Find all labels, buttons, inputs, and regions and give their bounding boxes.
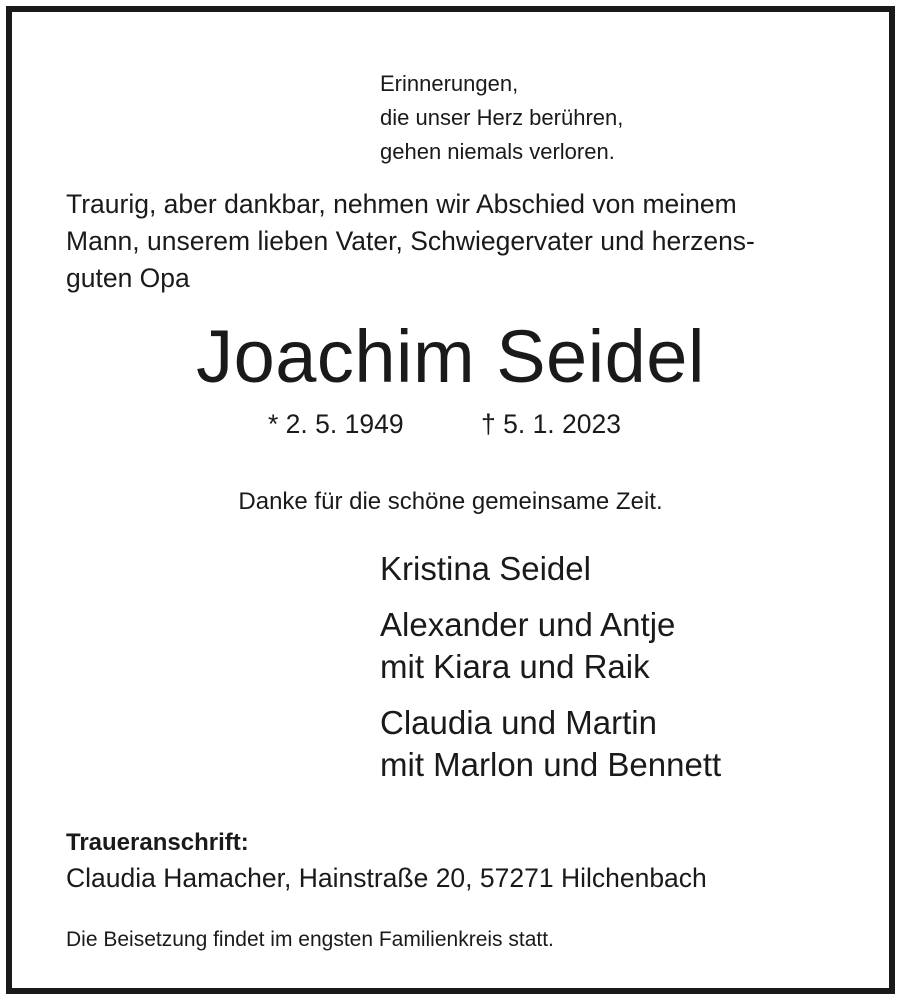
death-date: † 5. 1. 2023 [481,409,621,439]
intro-line: Traurig, aber dankbar, nehmen wir Abschied von meinem [66,189,737,219]
address-label: Traueranschrift: [66,829,249,856]
poem-line: gehen niemals verloren. [380,139,615,164]
family-line: Claudia und Martin [380,704,657,741]
family-line: Alexander und Antje [380,606,676,643]
thanks-line: Danke für die schöne gemeinsame Zeit. [238,488,663,515]
family-line: mit Marlon und Bennett [380,746,722,783]
family-group-3 [380,702,721,786]
address-text: Claudia Hamacher, Hainstraße 20, 57271 Hilchenbach [66,863,707,893]
family-line: Kristina Seidel [380,550,591,587]
deceased-name: Joachim Seidel [196,315,705,398]
poem-line: die unser Herz berühren, [380,105,624,130]
intro-line: Mann, unserem lieben Vater, Schwiegervater und herzens- [66,226,755,256]
intro-text [66,186,755,297]
obituary-frame [6,6,895,994]
poem-line: Erinnerungen, [380,71,519,96]
poem-block [380,67,623,169]
family-group-1 [380,548,591,590]
birth-date: * 2. 5. 1949 [268,409,404,439]
burial-note: Die Beisetzung findet im engsten Familienkreis statt. [66,928,554,951]
family-line: mit Kiara und Raik [380,648,650,685]
intro-line: guten Opa [66,263,190,293]
family-group-2 [380,604,675,688]
